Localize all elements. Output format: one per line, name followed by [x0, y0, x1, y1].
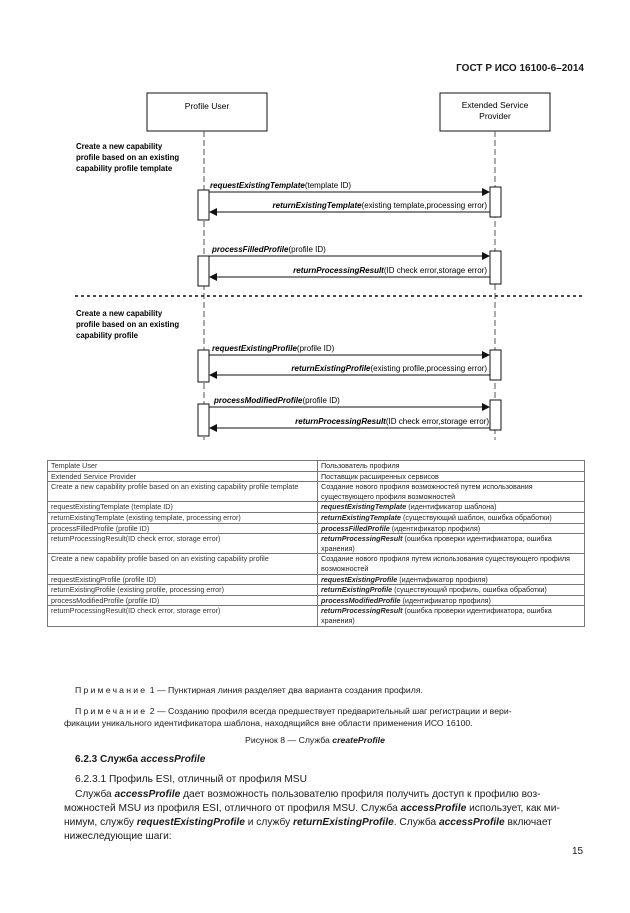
activation-right-4	[490, 400, 501, 430]
table-cell-en: Create a new capability profile based on an existing capability profile	[48, 554, 318, 574]
table-cell-en: requestExistingTemplate (template ID)	[48, 502, 318, 513]
note1-line1: Create a new capability	[76, 142, 163, 151]
note2-line3: capability profile	[76, 331, 138, 340]
table-row	[48, 482, 585, 502]
table-row	[48, 574, 585, 585]
table-cell-ru-text: (ошибка проверки идентификатора, ошибка хранения)	[321, 534, 552, 553]
table-cell-en: returnProcessingResult(ID check error, storage error)	[48, 606, 318, 626]
msg-label-1: requestExistingTemplate(template ID)	[210, 181, 352, 190]
table-cell-ru-term: returnExistingTemplate	[321, 512, 402, 522]
actor-label-left: Profile User	[184, 101, 230, 111]
table-cell-ru	[318, 502, 585, 513]
table-cell-ru-text: (существующий шаблон, ошибка обработки)	[401, 512, 552, 522]
table-cell-ru-term: requestExistingTemplate	[321, 502, 407, 512]
table-cell-ru	[318, 554, 585, 574]
table-cell-en: processFilledProfile (profile ID)	[48, 523, 318, 534]
table-cell-en: returnExistingTemplate (existing template, processing error)	[48, 512, 318, 523]
note-2-continued: фикации уникального идентификатора шаблона, находящийся вне области применения ИСО 16100.	[64, 718, 473, 728]
table-cell-ru	[318, 606, 585, 626]
section-heading: 6.2.3 Служба accessProfile	[75, 754, 206, 765]
note1-line2: profile based on an existing	[76, 153, 180, 162]
table-cell-ru	[318, 461, 585, 472]
table-cell-en: returnProcessingResult(ID check error, storage error)	[48, 534, 318, 554]
table-cell-ru-text: Пользователь профиля	[321, 461, 400, 470]
table-cell-ru-text: (ошибка проверки идентификатора, ошибка хранения)	[321, 606, 552, 625]
msg-label-7: processModifiedProfile(profile ID)	[214, 396, 340, 405]
table-cell-ru-term: returnExistingProfile	[321, 585, 393, 595]
table-cell-ru-term: processFilledProfile	[321, 523, 390, 533]
table-cell-ru-term: returnProcessingResult	[321, 534, 403, 544]
sequence-diagram	[0, 0, 630, 450]
table-row	[48, 502, 585, 513]
table-row	[48, 461, 585, 472]
table-cell-ru	[318, 471, 585, 482]
document-id: ГОСТ Р ИСО 16100-6–2014	[456, 63, 584, 74]
page-number: 15	[572, 846, 584, 857]
table-cell-ru	[318, 482, 585, 502]
table-cell-en: Create a new capability profile based on an existing capability profile template	[48, 482, 318, 502]
table-cell-ru	[318, 595, 585, 606]
activation-right-3	[490, 350, 501, 380]
table-row	[48, 606, 585, 626]
table-cell-en: requestExistingProfile (profile ID)	[48, 574, 318, 585]
actor-label-right-2: Provider	[479, 111, 511, 121]
note2-line1: Create a new capability	[76, 309, 163, 318]
table-row	[48, 471, 585, 482]
note2-line2: profile based on an existing	[76, 320, 180, 329]
table-cell-ru	[318, 534, 585, 554]
table-cell-ru-text: Поставщик расширенных сервисов	[321, 471, 439, 481]
table-row	[48, 523, 585, 534]
subsection-heading: 6.2.3.1 Профиль ESI, отличный от профиля MSU	[75, 774, 307, 785]
body-paragraph: Служба accessProfile дает возможность пользователю профиля получить доступ к профилю воз- можностей MSU из профиля ESI, отличного от профиля MSU. Служба accessProfile использует, как ми- нимум, службу requestExistingProfile и службу returnExistingProfile. Служба accessProfile включает нижеследующие шаги:	[64, 789, 560, 842]
msg-label-5: requestExistingProfile(profile ID)	[212, 344, 335, 353]
table-row	[48, 585, 585, 596]
table-cell-en: Template User	[48, 461, 318, 472]
table-row	[48, 512, 585, 523]
activation-left-3	[198, 350, 209, 382]
note-2: Примечание 2 — Созданию профиля всегда предшествует предварительный шаг регистрации и вери-	[75, 706, 512, 716]
table-cell-ru-text: (идентификатор профиля)	[389, 523, 481, 533]
table-row	[48, 534, 585, 554]
msg-label-2: returnExistingTemplate(existing template,processing error)	[272, 201, 487, 210]
table-cell-ru-text: (идентификатор профиля)	[400, 595, 491, 605]
table-row	[48, 554, 585, 574]
table-cell-ru	[318, 585, 585, 596]
msg-label-6: returnExistingProfile(existing profile,processing error)	[291, 364, 487, 373]
msg-label-3: processFilledProfile(profile ID)	[212, 245, 326, 254]
table-cell-ru-text: (идентификатор профиля)	[397, 574, 488, 584]
activation-right-1	[490, 187, 501, 217]
actor-box-left	[147, 93, 267, 131]
actor-label-right-1: Extended Service	[461, 100, 529, 110]
activation-left-4	[198, 404, 209, 436]
table-cell-en: Extended Service Provider	[48, 471, 318, 482]
activation-right-2	[490, 251, 501, 284]
table-cell-ru-text: (идентификатор шаблона)	[406, 502, 497, 512]
note-1: Примечание 1 — Пунктирная линия разделяет два варианта создания профиля.	[75, 685, 423, 695]
table-cell-en: processModifiedProfile (profile ID)	[48, 595, 318, 606]
note1-line3: capability profile template	[76, 164, 173, 173]
activation-left-2	[198, 256, 209, 286]
table-cell-ru	[318, 523, 585, 534]
table-cell-ru-term: requestExistingProfile	[321, 574, 398, 584]
figure-caption: Рисунок 8 — Служба createProfile	[245, 735, 385, 745]
table-row	[48, 595, 585, 606]
table-cell-ru-term: returnProcessingResult	[321, 606, 403, 616]
table-cell-en: returnExistingProfile (existing profile, processing error)	[48, 585, 318, 596]
table-cell-ru	[318, 574, 585, 585]
activation-left-1	[198, 190, 209, 220]
msg-label-8: returnProcessingResult(ID check error,storage error)	[295, 417, 489, 426]
table-cell-ru-term: processModifiedProfile	[321, 595, 401, 605]
table-cell-ru	[318, 512, 585, 523]
table-cell-ru-text: (существующий профиль, ошибка обработки)	[392, 585, 547, 595]
table-cell-ru-text: Создание нового профиля путем использования существующего профиля возможностей	[321, 554, 570, 573]
table-cell-ru-text: Создание нового профиля возможностей путем использования существующего профиля возможностей	[321, 482, 533, 501]
msg-label-4: returnProcessingResult(ID check error,storage error)	[293, 266, 487, 275]
translation-table	[47, 460, 585, 627]
